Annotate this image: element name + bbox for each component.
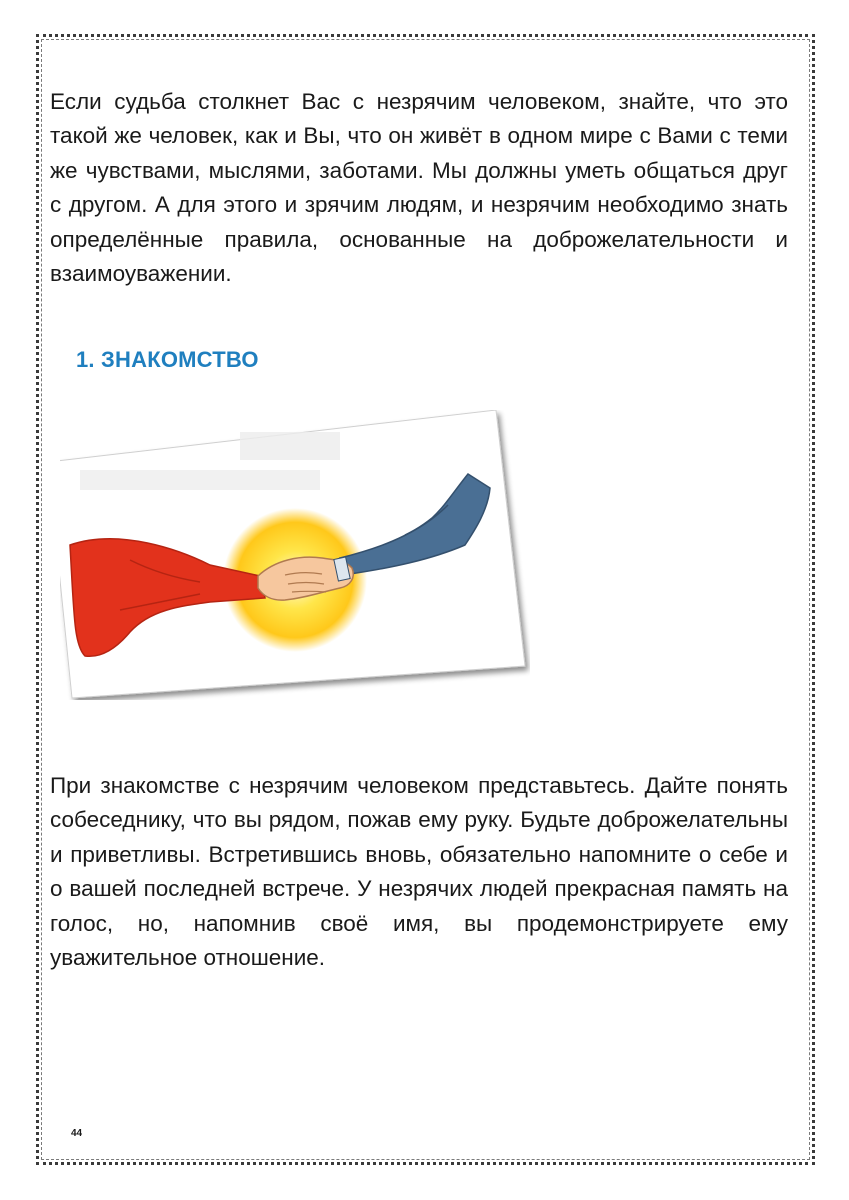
section-heading: 1. ЗНАКОМСТВО: [76, 347, 259, 372]
acquaintance-paragraph: При знакомстве с незрячим человеком представьтесь. Дайте понять собеседнику, что вы рядом, пожав ему руку. Будьте доброжелательны и приветливы. Встретившись вновь, обязательно напомните о себе и о вашей последней встрече. У незрячих людей прекрасная память на голос, но, напомнив своё имя, вы продемонстрируете ему уважительное отношение.: [50, 773, 788, 971]
page-number: 44: [71, 1128, 83, 1139]
intro-paragraph: Если судьба столкнет Вас с незрячим человеком, знайте, что это такой же человек, как и Вы, что он живёт в одном мире с Вами с теми же чувствами, мыслями, заботами. Мы должны уметь общаться друг с другом. А для этого и зрячим людям, и незрячим необходимо знать определённые правила, основанные на доброжелательности и взаимоуважении.: [50, 89, 788, 287]
handshake-illustration: [60, 410, 530, 700]
